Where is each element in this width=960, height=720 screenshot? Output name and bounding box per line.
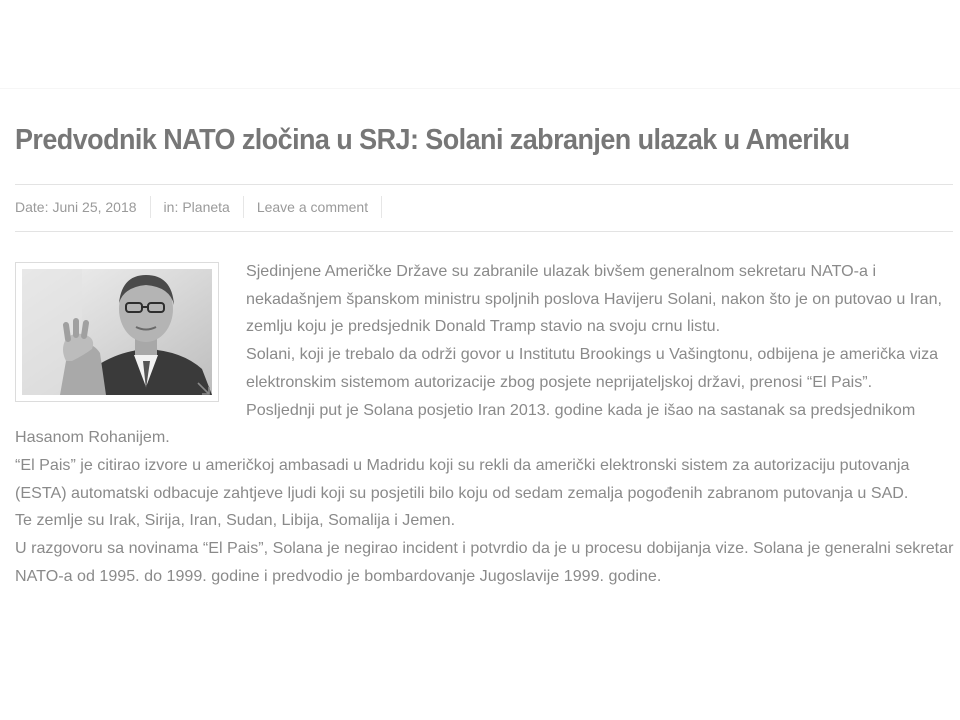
meta-divider (15, 231, 953, 232)
paragraph: Te zemlje su Irak, Sirija, Iran, Sudan, Libija, Somalija i Jemen. (15, 511, 456, 530)
article-body (15, 258, 955, 590)
meta-category (151, 196, 244, 218)
title-divider (15, 184, 953, 185)
meta-date (15, 196, 151, 218)
paragraph: Sjedinjene Američke Države su zabranile ulazak bivšem generalnom sekretaru NATO-a i nekadašnjem španskom ministru spoljnih poslova Havijeru Solani, nakon što je on putovao u Iran, zemlju koju je predsjednik Donald Tramp stavio na svoju crnu listu. (246, 262, 942, 336)
meta-date-label: Date: (15, 199, 49, 215)
article-title[interactable]: Predvodnik NATO zločina u SRJ: Solani zabranjen ulazak u Ameriku (15, 124, 850, 156)
meta-comment (244, 196, 382, 218)
article-meta (15, 196, 382, 218)
leave-comment-link[interactable]: Leave a comment (256, 199, 369, 215)
category-link[interactable]: Planeta (182, 199, 230, 215)
paragraph: U razgovoru sa novinama “El Pais”, Solana je negirao incident i potvrdio da je u procesu dobijanja vize. Solana je generalni sekretar NATO-a od 1995. do 1999. godine i predvodio je bombardovanje Jugoslavije 1999. godine. (15, 539, 954, 585)
meta-date-value: Juni 25, 2018 (52, 199, 137, 215)
meta-category-label: in: (163, 199, 179, 215)
paragraph: Posljednji put je Solana posjetio Iran 2013. godine kada je išao na sastanak sa predsjednikom Hasanom Rohanijem. (15, 400, 916, 447)
header-divider (0, 88, 960, 89)
paragraph: Solani, koji je trebalo da održi govor u Institutu Brookings u Vašingtonu, odbijena je američka viza elektronskim sistemom autorizacije zbog posjete neprijateljskoj državi, prenosi “El Pais”. (246, 345, 939, 391)
paragraph: “El Pais” je citirao izvore u američkoj ambasadi u Madridu koji su rekli da američki elektronski sistem za autorizaciju putovanja (ESTA) automatski odbacuje zahtjeve ljudi koji su posjetili bilo koju od sedam zemalja pogođenih zabranom putovanja u SAD. (15, 455, 910, 502)
